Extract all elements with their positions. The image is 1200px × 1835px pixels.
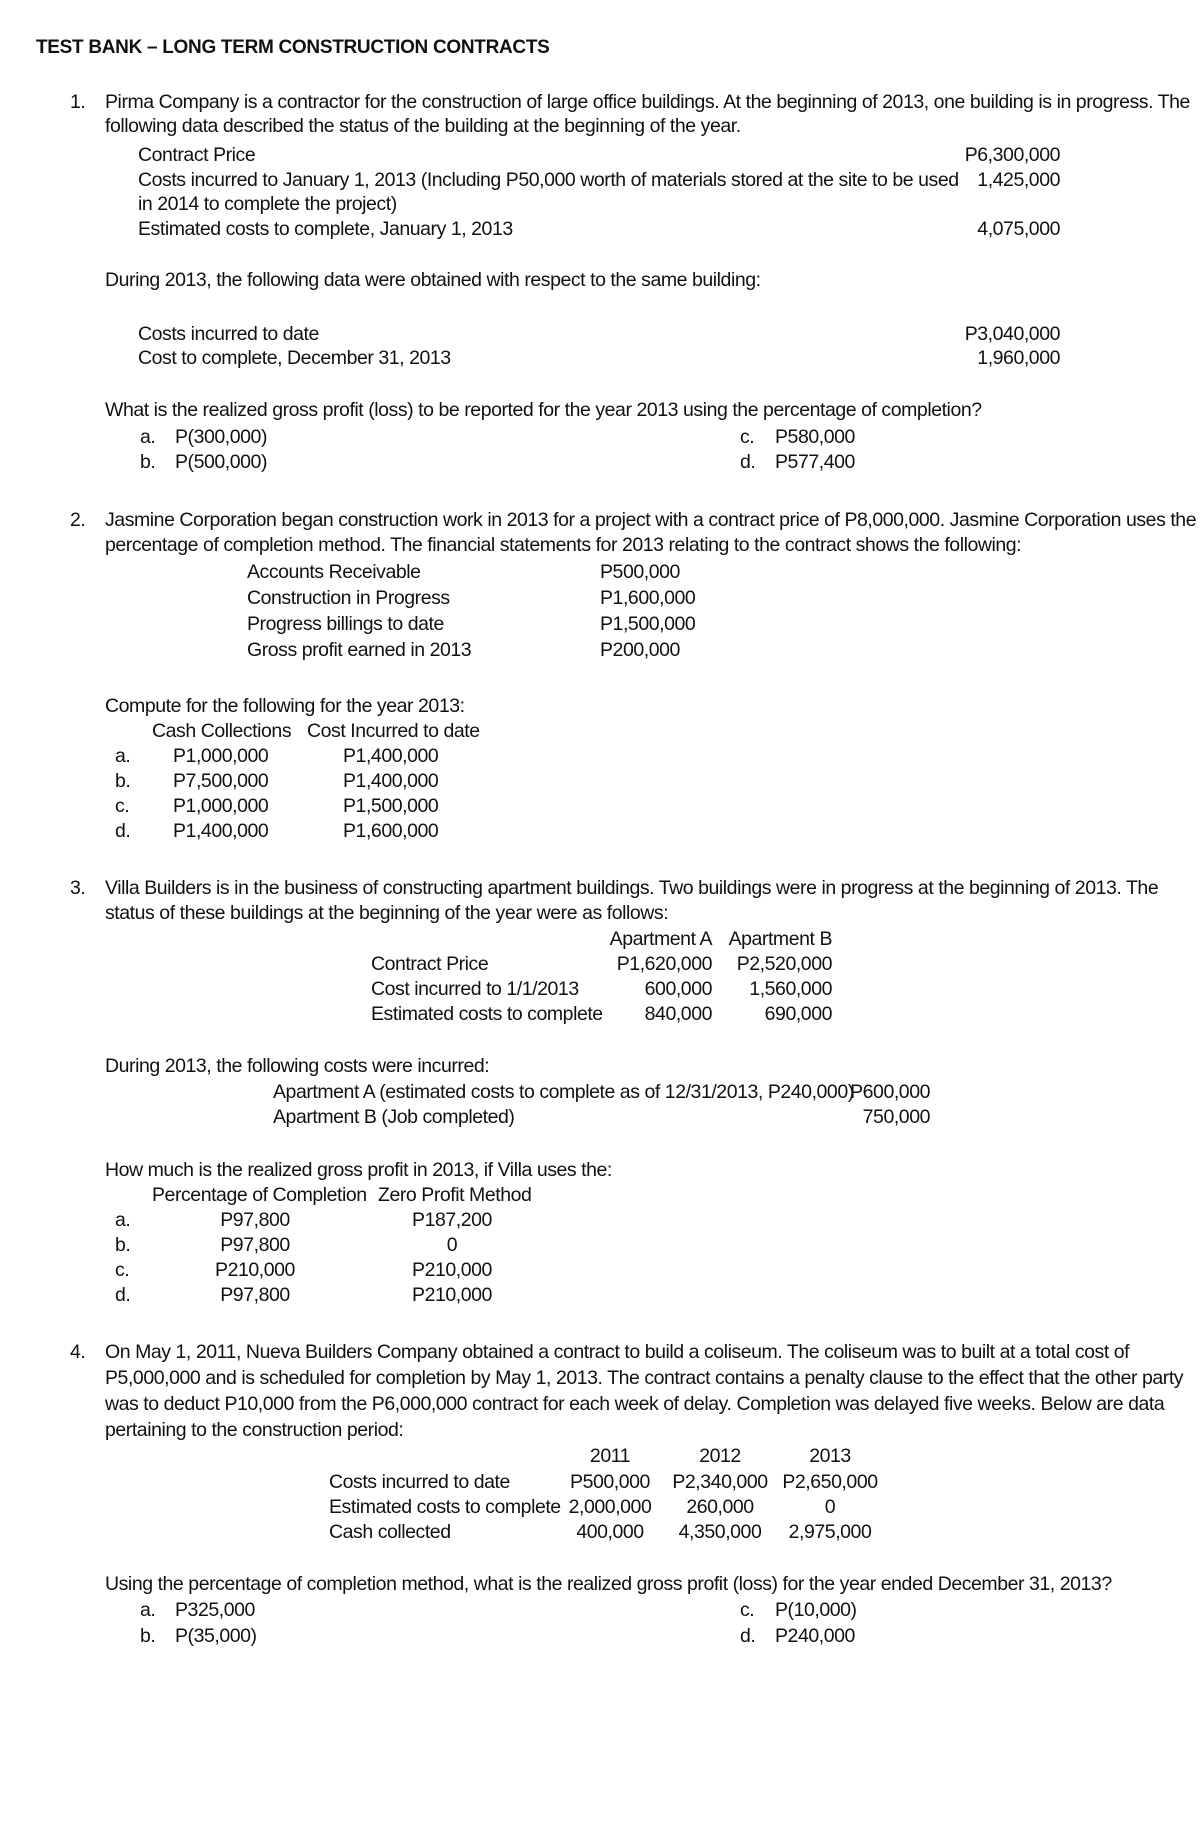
choice-answer: P210,000 [412,1259,492,1281]
question-prompt: How much is the realized gross profit in 2013, if Villa uses the: [105,1159,612,1181]
data-value: P1,600,000 [600,587,696,609]
data-label: Estimated costs to complete [371,1003,603,1025]
choice-answer: P(10,000) [775,1599,857,1621]
data-value: P200,000 [600,639,680,661]
data-label: Gross profit earned in 2013 [247,639,472,661]
data-value: 840,000 [644,1003,712,1025]
question-text: On May 1, 2011, Nueva Builders Company obtained a contract to build a coliseum. The coliseum was to built at a total cost of [105,1341,1130,1363]
choice-answer: P(300,000) [175,426,267,448]
choice-letter: c. [115,795,130,817]
choice-letter: a. [140,426,156,448]
data-value: 4,075,000 [977,218,1060,240]
choice-answer: P325,000 [175,1599,255,1621]
choice-letter: d. [740,451,756,473]
question-number: 4. [70,1341,86,1363]
column-header: Apartment A [609,928,712,950]
question-text: status of these buildings at the beginning of the year were as follows: [105,902,669,924]
column-header: Zero Profit Method [378,1184,532,1206]
data-value: 1,960,000 [977,347,1060,369]
question-text: following data described the status of the building at the beginning of the year. [105,115,741,137]
choice-letter: d. [115,820,131,842]
choice-letter: a. [115,1209,131,1231]
question-text: P5,000,000 and is scheduled for completion by May 1, 2013. The contract contains a penalty clause to the effect that the other party [105,1367,1184,1389]
choice-answer: P7,500,000 [173,770,269,792]
choice-letter: c. [115,1259,130,1281]
choice-answer: P1,400,000 [343,745,439,767]
data-value: 2,000,000 [568,1496,652,1518]
document-title: TEST BANK – LONG TERM CONSTRUCTION CONTRACTS [36,37,550,58]
data-value: P1,500,000 [600,613,696,635]
choice-letter: c. [740,1599,755,1621]
choice-answer: P210,000 [215,1259,295,1281]
choice-letter: b. [115,1234,131,1256]
choice-answer: P1,000,000 [173,795,269,817]
data-value: P1,620,000 [616,953,712,975]
choice-letter: d. [740,1625,756,1647]
question-text: was to deduct P10,000 from the P6,000,000 contract for each week of delay. Completion was delayed five weeks. Below are data [105,1393,1165,1415]
question-prompt: Using the percentage of completion method, what is the realized gross profit (loss) for the year ended December 31, 2013? [105,1573,1112,1595]
choice-answer: P240,000 [775,1625,855,1647]
column-header: 2012 [699,1445,741,1467]
choice-answer: P580,000 [775,426,855,448]
choice-letter: d. [115,1284,131,1306]
column-header: 2013 [809,1445,851,1467]
choice-answer: P97,800 [220,1234,290,1256]
choice-letter: a. [140,1599,156,1621]
data-value: 600,000 [644,978,712,1000]
question-text: Jasmine Corporation began construction work in 2013 for a project with a contract price of P8,000,000. Jasmine Corporation uses the [105,509,1197,531]
data-value: P500,000 [570,1471,650,1493]
choice-answer: P(35,000) [175,1625,257,1647]
data-label: Cash collected [329,1521,451,1543]
column-header: 2011 [589,1445,631,1467]
data-value: 1,560,000 [749,978,832,1000]
data-label: Contract Price [371,953,489,975]
choice-letter: b. [115,770,131,792]
question-text: Pirma Company is a contractor for the construction of large office buildings. At the beginning of 2013, one building is in progress. The [105,91,1190,113]
data-value: P500,000 [600,561,680,583]
choice-answer: P(500,000) [175,451,267,473]
question-prompt: Compute for the following for the year 2013: [105,695,465,717]
choice-answer: P1,500,000 [343,795,439,817]
choice-answer: P1,000,000 [173,745,269,767]
data-label: Costs incurred to January 1, 2013 (Including P50,000 worth of materials stored at the site to be used [138,169,959,191]
choice-answer: P97,800 [220,1209,290,1231]
data-value: 1,425,000 [977,169,1060,191]
data-label: Progress billings to date [247,613,444,635]
question-text: During 2013, the following costs were incurred: [105,1055,490,1077]
question-number: 2. [70,509,86,531]
data-label: Estimated costs to complete [329,1496,561,1518]
question-text: Villa Builders is in the business of constructing apartment buildings. Two buildings were in progress at the beginning of 2013. The [105,877,1159,899]
column-header: Cash Collections [152,720,292,742]
choice-letter: b. [140,1625,156,1647]
question-prompt: What is the realized gross profit (loss) to be reported for the year 2013 using the percentage of completion? [105,399,982,421]
data-label: Apartment A (estimated costs to complete as of 12/31/2013, P240,000) [273,1081,854,1103]
data-label: Cost to complete, December 31, 2013 [138,347,451,369]
choice-letter: b. [140,451,156,473]
choice-answer: P210,000 [412,1284,492,1306]
data-label: Accounts Receivable [247,561,421,583]
choice-answer: P187,200 [412,1209,492,1231]
column-header: Apartment B [728,928,832,950]
data-value: 400,000 [576,1521,644,1543]
data-value: 690,000 [764,1003,832,1025]
choice-answer: P577,400 [775,451,855,473]
data-value: 4,350,000 [678,1521,762,1543]
data-value: 0 [824,1496,836,1518]
data-label: Costs incurred to date [138,323,319,345]
data-value: P2,650,000 [782,1471,878,1493]
question-text: pertaining to the construction period: [105,1419,404,1441]
data-value: P2,520,000 [736,953,832,975]
question-text: During 2013, the following data were obtained with respect to the same building: [105,269,761,291]
choice-answer: 0 [446,1234,458,1256]
choice-letter: c. [740,426,755,448]
choice-answer: P97,800 [220,1284,290,1306]
data-value: 750,000 [862,1106,930,1128]
question-number: 1. [70,91,86,113]
data-value: 260,000 [686,1496,754,1518]
column-header: Cost Incurred to date [307,720,480,742]
data-label: Cost incurred to 1/1/2013 [371,978,579,1000]
data-value: 2,975,000 [788,1521,872,1543]
choice-letter: a. [115,745,131,767]
choice-answer: P1,400,000 [343,770,439,792]
choice-answer: P1,400,000 [173,820,269,842]
question-number: 3. [70,877,86,899]
data-label: Estimated costs to complete, January 1, 2013 [138,218,513,240]
data-label: Apartment B (Job completed) [273,1106,515,1128]
data-label: in 2014 to complete the project) [138,193,397,215]
data-label: Construction in Progress [247,587,450,609]
column-header: Percentage of Completion [152,1184,367,1206]
data-value: P3,040,000 [964,323,1060,345]
question-text: percentage of completion method. The financial statements for 2013 relating to the contract shows the following: [105,534,1022,556]
choice-answer: P1,600,000 [343,820,439,842]
data-label: Contract Price [138,144,256,166]
data-value: P2,340,000 [672,1471,768,1493]
data-value: P6,300,000 [964,144,1060,166]
data-label: Costs incurred to date [329,1471,510,1493]
data-value: P600,000 [850,1081,930,1103]
